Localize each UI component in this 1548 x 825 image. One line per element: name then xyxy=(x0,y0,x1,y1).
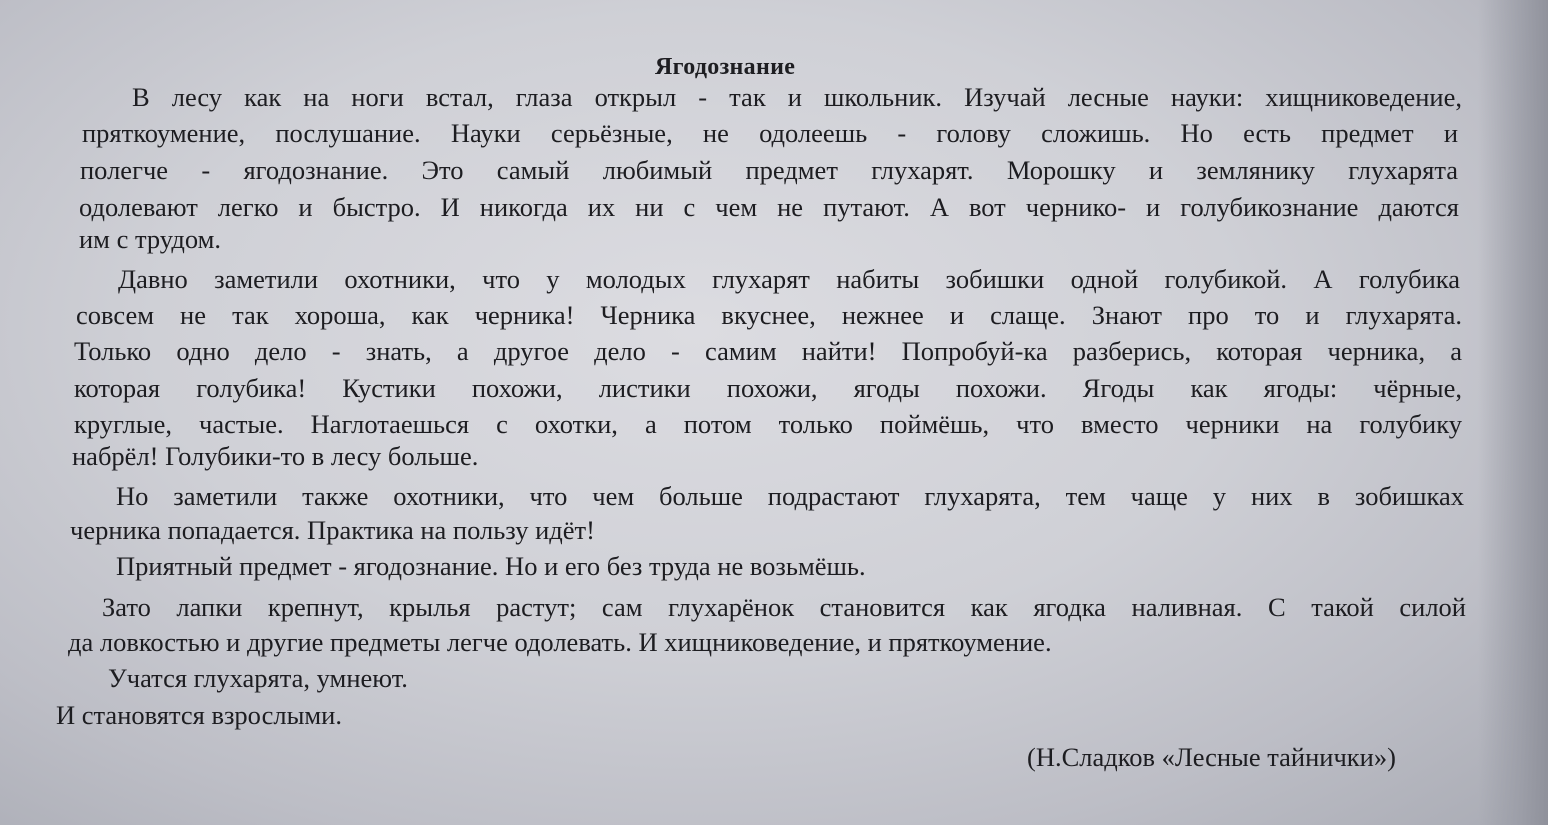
text-line: полегче - ягодознание. Это самый любимый предмет глухарят. Морошку и землянику глухарята xyxy=(80,155,1458,185)
text-line: Приятный предмет - ягодознание. Но и его без труда не возьмёшь. xyxy=(116,551,866,581)
text-line: Зато лапки крепнут, крылья растут; сам глухарёнок становится как ягодка наливная. С такой силой xyxy=(102,592,1466,622)
text-line: Давно заметили охотники, что у молодых глухарят набиты зобишки одной голубикой. А голубика xyxy=(118,264,1460,294)
text-line: Но заметили также охотники, что чем больше подрастают глухарята, тем чаще у них в зобишках xyxy=(116,481,1464,511)
attribution: (Н.Сладков «Лесные тайнички») xyxy=(1027,742,1396,772)
text-line: черника попадается. Практика на пользу идёт! xyxy=(70,515,595,545)
text-line: им с трудом. xyxy=(79,224,221,254)
text-line: В лесу как на ноги встал, глаза открыл - так и школьник. Изучай лесные науки: хищниковедение, xyxy=(132,82,1462,112)
text-line: совсем не так хороша, как черника! Черника вкуснее, нежнее и слаще. Знают про то и глухарята. xyxy=(76,300,1462,330)
text-line: одолевают легко и быстро. И никогда их ни с чем не путают. А вот чернико- и голубикознание даются xyxy=(79,192,1459,222)
text-line: И становятся взрослыми. xyxy=(56,700,342,730)
text-line: круглые, частые. Наглотаешься с охотки, а потом только поймёшь, что вместо черники на голубику xyxy=(74,409,1462,439)
text-line: да ловкостью и другие предметы легче одолевать. И хищниковедение, и пряткоумение. xyxy=(68,627,1052,657)
text-line: Только одно дело - знать, а другое дело - самим найти! Попробуй-ка разберись, которая черника, а xyxy=(74,336,1462,366)
text-line: пряткоумение, послушание. Науки серьёзные, не одолеешь - голову сложишь. Но есть предмет и xyxy=(82,118,1458,148)
page-title: Ягодознание xyxy=(655,54,796,80)
text-line: набрёл! Голубики-то в лесу больше. xyxy=(72,441,479,471)
text-line: которая голубика! Кустики похожи, листики похожи, ягоды похожи. Ягоды как ягоды: чёрные, xyxy=(74,373,1462,403)
text-line: Учатся глухарята, умнеют. xyxy=(108,663,408,693)
